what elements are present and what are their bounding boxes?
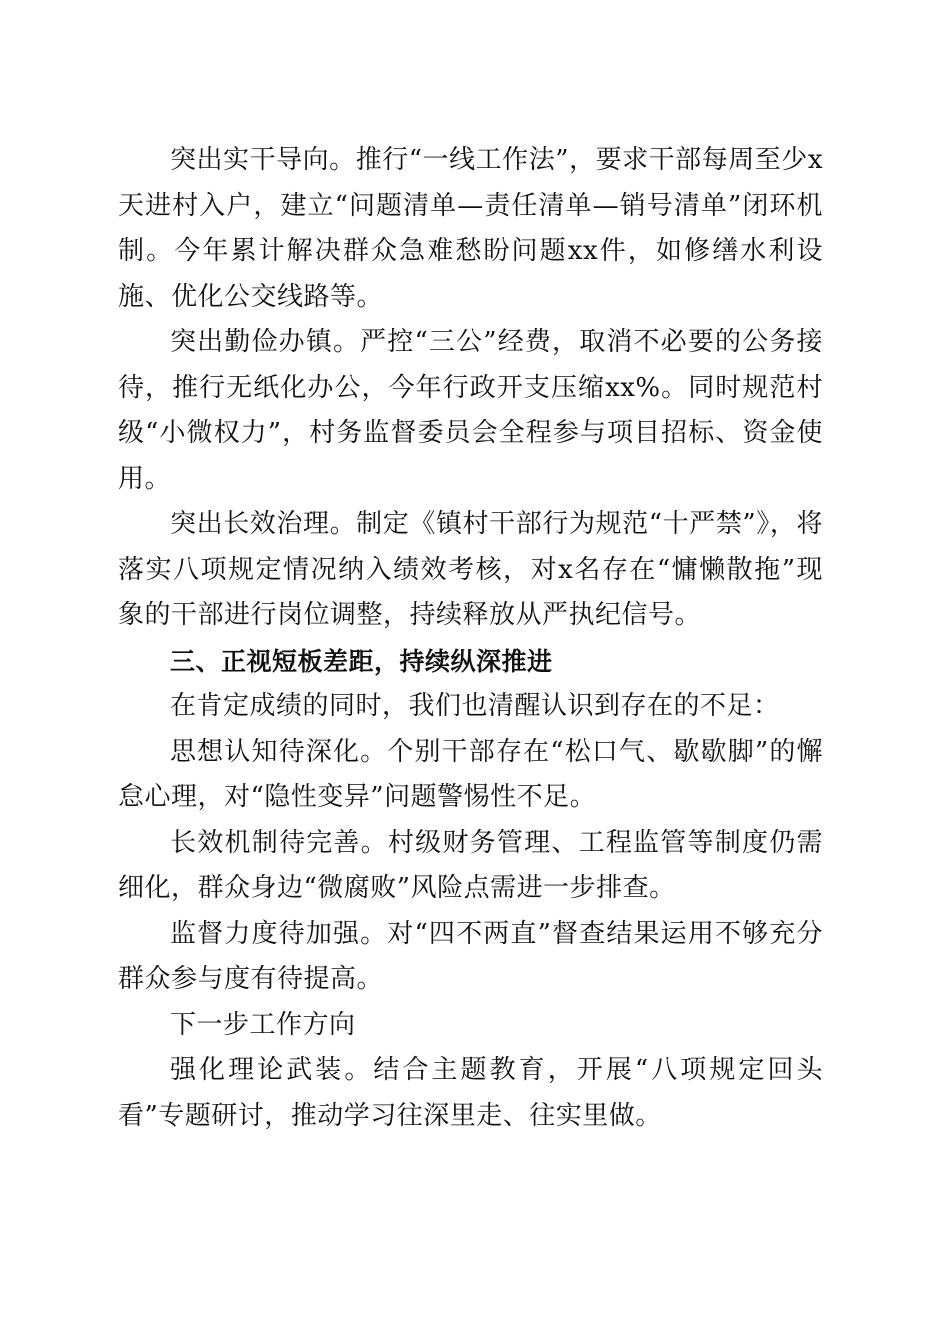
document-body [118,138,823,1139]
paragraph-practical-orientation: 突出实干导向。推行“一线工作法”，要求干部每周至少x天进村入户，建立“问题清单—责任清单—销号清单”闭环机制。今年累计解决群众急难愁盼问题xx件，如修缮水利设施、优化公交线路等。 [118,145,823,312]
paragraph-shortcomings-intro: 在肯定成绩的同时，我们也清醒认识到存在的不足： [170,691,780,721]
paragraph-long-term-governance: 突出长效治理。制定《镇村干部行为规范“十严禁”》，将落实八项规定情况纳入绩效考核，对x名存在“慵懒散拖”现象的干部进行岗位调整，持续释放从严执纪信号。 [118,509,823,630]
paragraph-frugal-governance: 突出勤俭办镇。严控“三公”经费，取消不必要的公务接待，推行无纸化办公，今年行政开支压缩xx%。同时规范村级“小微权力”，村务监督委员会全程参与项目招标、资金使用。 [118,327,823,494]
paragraph-theory-study: 强化理论武装。结合主题教育，开展“八项规定回头看”专题研讨，推动学习往深里走、往实里做。 [118,1055,823,1131]
paragraph-supervision: 监督力度待加强。对“四不两直”督查结果运用不够充分群众参与度有待提高。 [118,918,823,994]
paragraph-long-term-mechanism: 长效机制待完善。村级财务管理、工程监管等制度仍需细化，群众身边“微腐败”风险点需进一步排查。 [118,827,823,903]
paragraph-ideological-awareness: 思想认知待深化。个别干部存在“松口气、歇歇脚”的懈怠心理，对“隐性变异”问题警惕性不足。 [118,736,823,812]
section-heading: 三、正视短板差距，持续纵深推进 [170,646,553,676]
paragraph-next-steps-title: 下一步工作方向 [170,1009,356,1040]
